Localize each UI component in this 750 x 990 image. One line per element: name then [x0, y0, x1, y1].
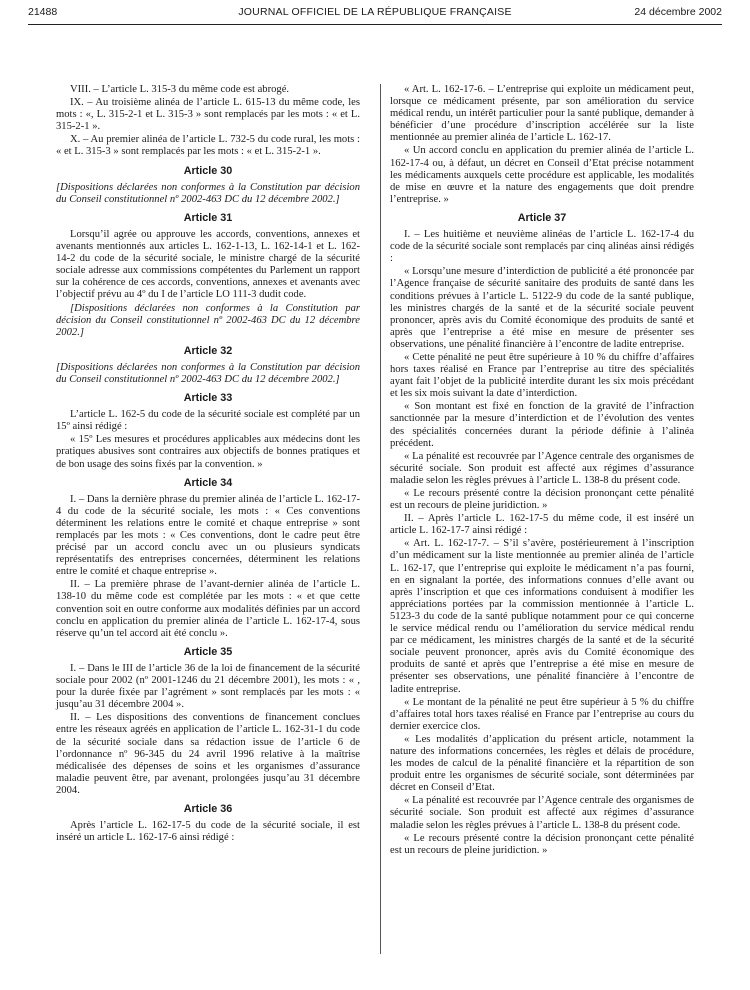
- article-32-note: [Dispositions déclarées non conformes à la Constitution par décision du Conseil constitutionnel nº 2002-463 DC du 12 décembre 2002.]: [56, 361, 360, 385]
- article-30-heading: Article 30: [183, 164, 233, 177]
- article-37-p5: « La pénalité est recouvrée par l’Agence centrale des organismes de sécurité sociale. Son produit est affecté aux régimes d’assurance maladie selon les règles prévues à l’article L. 138-8 du présent code.: [390, 450, 694, 486]
- article-35-p2: II. – Les dispositions des conventions de financement conclues entre les réseaux agréés en application de l’article L. 162-31-1 du code de la sécurité sociale dans sa rédaction issue de l’article 6 de l’ordonnance nº 96-345 du 24 avril 1996 relative à la maîtrise médicalisée des dépenses de soins et les organismes d’assurance maladie peuvent être, par avenant, prolongées jusqu’au 31 décembre 2004.: [56, 712, 360, 796]
- paragraph-viii: VIII. – L’article L. 315-3 du même code est abrogé.: [70, 84, 290, 95]
- article-l162-17-7-p1: « Art. L. 162-17-7. – S’il s’avère, postérieurement à l’inscription d’un médicament sur la liste mentionnée au premier alinéa de l’article L. 162-17, que l’entreprise qui exploite le médicament n’a pas fourni, en en signalant la portée, des informations connues d’elle avant ou après l’inscription et que ces informations conduisent à modifier les appréciations portées par la commission mentionnée à l’article L. 5123-3 du code de la santé publique notamment pour ce qui concerne le service médical rendu ou l’amélioration du service médical rendu par ce médicament, les ministres chargés de la santé et de la sécurité sociale peuvent prononcer, après avis du Comité économique des produits de santé et après que l’entreprise a été mise en mesure de présenter ses observations, une pénalité financière à l’encontre de ladite entreprise.: [390, 538, 694, 695]
- article-l162-17-6-p1: « Art. L. 162-17-6. – L’entreprise qui exploite un médicament peut, lorsque ce médicament présente, par son amélioration du service médical rendu, un intérêt particulier pour la santé publique, demander à bénéficier d’une procédure d’inscription accélérée sur la liste mentionnée au premier alinéa de l’article L. 162-17.: [390, 84, 694, 144]
- article-31-heading: Article 31: [183, 211, 233, 224]
- article-33-heading: Article 33: [183, 392, 233, 405]
- journal-title: JOURNAL OFFICIEL DE LA RÉPUBLIQUE FRANÇAISE: [238, 6, 512, 18]
- paragraph-ix: IX. – Au troisième alinéa de l’article L. 615-13 du même code, les mots : «, L. 315-2-1 et L. 315-3 » sont remplacés par les mots : « et L. 315-2-1 ».: [56, 97, 360, 133]
- article-33-p1: L’article L. 162-5 du code de la sécurité sociale est complété par un 15º ainsi rédigé :: [56, 409, 360, 433]
- article-32-heading: Article 32: [183, 344, 233, 357]
- article-37-p1: I. – Les huitième et neuvième alinéas de l’article L. 162-17-4 du code de la sécurité sociale sont remplacés par cinq alinéas ainsi rédigés :: [390, 229, 694, 265]
- article-30-note: [Dispositions déclarées non conformes à la Constitution par décision du Conseil constitutionnel nº 2002-463 DC du 12 décembre 2002.]: [56, 181, 360, 205]
- article-37-p4: « Son montant est fixé en fonction de la gravité de l’infraction sanctionnée par la mesure d’interdiction et de l’évolution des ventes des spécialités concernées durant la période définie à l’alinéa précédent.: [390, 401, 694, 449]
- paragraph-x: X. – Au premier alinéa de l’article L. 732-5 du code rural, les mots : « et L. 315-3 » sont remplacés par les mots : « et L. 315-2-1 ».: [56, 134, 360, 158]
- column-divider: [380, 84, 381, 954]
- article-l162-17-7-p5: « Le recours présenté contre la décision prononçant cette pénalité est un recours de pleine juridiction. »: [390, 832, 694, 856]
- article-l162-17-7-p2: « Le montant de la pénalité ne peut être supérieur à 5 % du chiffre d’affaires total hors taxes réalisé en France par l’entreprise au cours du dernier exercice clos.: [390, 696, 694, 732]
- article-33-p2: « 15º Les mesures et procédures applicables aux médecins dont les pratiques abusives sont contraires aux objectifs de bonnes pratiques et de bon usage des soins fixés par la convention. »: [56, 434, 360, 470]
- publication-date: 24 décembre 2002: [634, 6, 722, 18]
- article-37-heading: Article 37: [517, 211, 567, 224]
- page-header: [28, 6, 722, 26]
- page-number: 21488: [28, 6, 58, 18]
- article-31-note: [Dispositions déclarées non conformes à la Constitution par décision du Conseil constitutionnel nº 2002-463 DC du 12 décembre 2002.]: [56, 302, 360, 338]
- article-l162-17-6-p2: « Un accord conclu en application du premier alinéa de l’article L. 162-17-4 ou, à défaut, un décret en Conseil d’Etat précise notamment les médicaments auxquels cette procédure est applicable, les modalités de mise en œuvre et la nature des engagements que doit prendre l’entreprise. »: [390, 145, 694, 205]
- header-rule: [28, 24, 722, 25]
- article-36-heading: Article 36: [183, 802, 233, 815]
- left-column: [56, 84, 360, 845]
- article-34-p2: II. – La première phrase de l’avant-dernier alinéa de l’article L. 138-10 du même code est complétée par les mots : « et que cette convention soit en outre conforme aux modalités définies par un accord conclu en application du premier alinéa de l’article L. 162-17-4, sous réserve qu’un tel accord ait été conclu ».: [56, 579, 360, 639]
- article-37-p6: « Le recours présenté contre la décision prononçant cette pénalité est un recours de pleine juridiction. »: [390, 488, 694, 512]
- article-35-p1: I. – Dans le III de l’article 36 de la loi de financement de la sécurité sociale pour 2002 (nº 2001-1246 du 21 décembre 2001), les mots : « , pour la durée fixée par l’agrément » sont remplacés par les mots : « jusqu’au 31 décembre 2004 ».: [56, 662, 360, 711]
- article-31-text: Lorsqu’il agrée ou approuve les accords, conventions, annexes et avenants mentionnés aux articles L. 162-1-13, L. 162-14-1 et L. 162-14-2 du code de la sécurité sociale, le ministre chargé de la sécurité sociale adresse aux commissions compétentes du Parlement un rapport sur la cohérence de ces accords, conventions, annexes et avenants avec l’objectif prévu au 4º du I de l’article LO 111-3 dudit code.: [56, 228, 360, 301]
- right-column: [390, 84, 694, 858]
- article-35-heading: Article 35: [183, 645, 233, 658]
- article-34-p1: I. – Dans la dernière phrase du premier alinéa de l’article L. 162-17-4 du code de la sécurité sociale, les mots : « Ces conventions déterminent les relations entre le comité et chaque entreprise » sont remplacés par les mots : « Ces conventions, dont le cadre peut être précisé par un accord conclu avec un ou plusieurs syndicats représentatifs des entreprises concernées, déterminent les relations entre le comité et chaque entreprise ».: [56, 493, 360, 578]
- article-37-p7: II. – Après l’article L. 162-17-5 du même code, il est inséré un article L. 162-17-7 ainsi rédigé :: [390, 513, 694, 537]
- article-l162-17-7-p4: « La pénalité est recouvrée par l’Agence centrale des organismes de sécurité sociale. Son produit est affecté aux régimes d’assurance maladie selon les règles prévues à l’article L. 138-8 du présent code.: [390, 795, 694, 831]
- article-34-heading: Article 34: [183, 476, 233, 489]
- article-37-p3: « Cette pénalité ne peut être supérieure à 10 % du chiffre d’affaires hors taxes réalisé en France par l’entreprise au titre des spécialités ayant fait l’objet de la publicité interdite durant les six mois précédant et les six mois suivant la date d’interdiction.: [390, 351, 694, 400]
- article-l162-17-7-p3: « Les modalités d’application du présent article, notamment la nature des informations concernées, les règles et délais de procédure, les modes de calcul de la pénalité financière et la répartition de son produit entre les organismes de sécurité sociale, sont déterminées par décret en Conseil d’Etat.: [390, 733, 694, 794]
- article-36-p1: Après l’article L. 162-17-5 du code de la sécurité sociale, il est inséré un article L. 162-17-6 ainsi rédigé :: [56, 820, 360, 844]
- article-37-p2: « Lorsqu’une mesure d’interdiction de publicité a été prononcée par l’Agence française de sécurité sanitaire des produits de santé dans les conditions prévues à l’article L. 5122-9 du code de la santé publique, les ministres chargés de la santé et de la sécurité sociale peuvent prononcer, après avis du Comité économique des produits de santé et après que l’entreprise a été mise en mesure de présenter ses observations, une pénalité financière à l’encontre de ladite entreprise.: [390, 266, 694, 350]
